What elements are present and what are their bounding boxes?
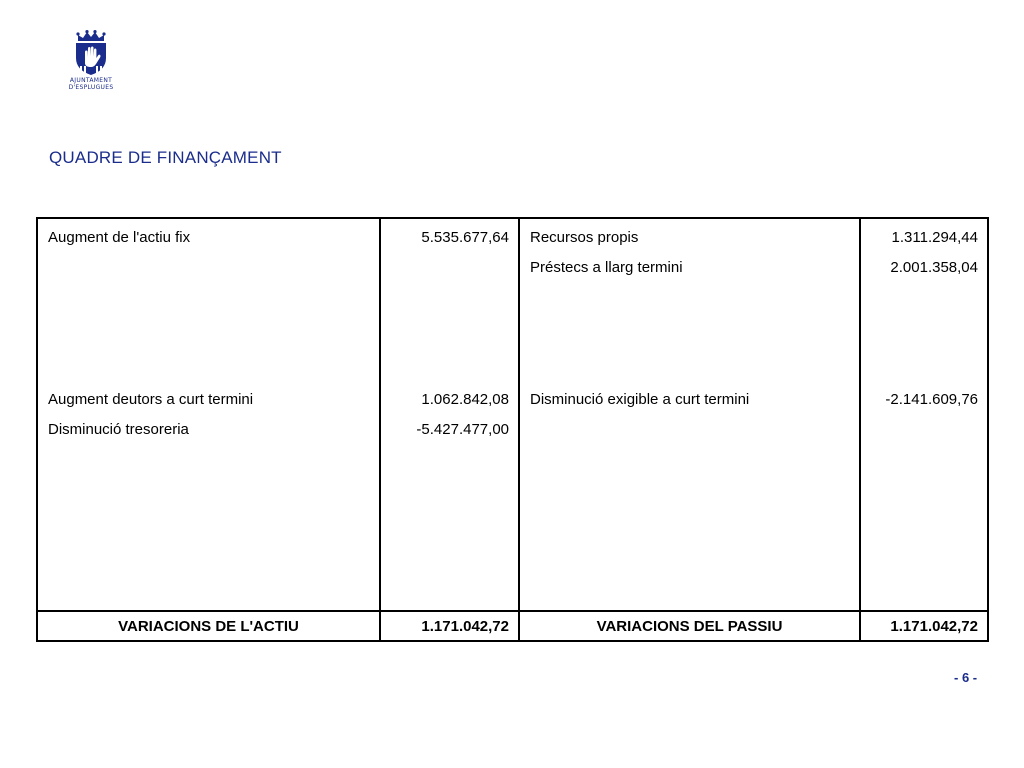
- passiu-total-label: VARIACIONS DEL PASSIU: [519, 611, 860, 641]
- actiu-label-augment-deutors: Augment deutors a curt termini: [48, 391, 254, 408]
- actiu-total-value: 1.171.042,72: [380, 611, 519, 641]
- logo-text-line1: AJUNTAMENT: [69, 77, 113, 84]
- ajuntament-logo: [62, 30, 120, 91]
- passiu-value-disminucio-exigible: -2.141.609,76: [885, 391, 978, 408]
- passiu-total-value: 1.171.042,72: [860, 611, 988, 641]
- table-body-row: [37, 218, 988, 611]
- passiu-values-cell: [860, 218, 988, 611]
- actiu-label-augment-actiu-fix: Augment de l'actiu fix: [48, 229, 191, 246]
- financing-table: [36, 217, 989, 642]
- actiu-labels-cell: [37, 218, 380, 611]
- coat-of-arms-icon: [73, 30, 109, 76]
- actiu-total-label: VARIACIONS DE L'ACTIU: [37, 611, 380, 641]
- actiu-values-cell: [380, 218, 519, 611]
- passiu-labels-cell: [519, 218, 860, 611]
- actiu-value-augment-deutors: 1.062.842,08: [421, 391, 509, 408]
- logo-text-line2: D'ESPLUGUES: [68, 84, 114, 91]
- actiu-label-disminucio-tresoreria: Disminució tresoreria: [48, 421, 189, 438]
- totals-row: [37, 611, 988, 641]
- passiu-value-prestecs-llarg-termini: 2.001.358,04: [890, 259, 978, 276]
- page-title: QUADRE DE FINANÇAMENT: [49, 148, 282, 167]
- actiu-value-disminucio-tresoreria: -5.427.477,00: [416, 421, 509, 438]
- passiu-label-disminucio-exigible: Disminució exigible a curt termini: [530, 391, 750, 408]
- actiu-value-augment-actiu-fix: 5.535.677,64: [421, 229, 509, 246]
- passiu-value-recursos-propis: 1.311.294,44: [891, 229, 978, 246]
- page-number: - 6 -: [954, 670, 978, 685]
- passiu-label-prestecs-llarg-termini: Préstecs a llarg termini: [530, 259, 683, 276]
- passiu-label-recursos-propis: Recursos propis: [530, 229, 639, 246]
